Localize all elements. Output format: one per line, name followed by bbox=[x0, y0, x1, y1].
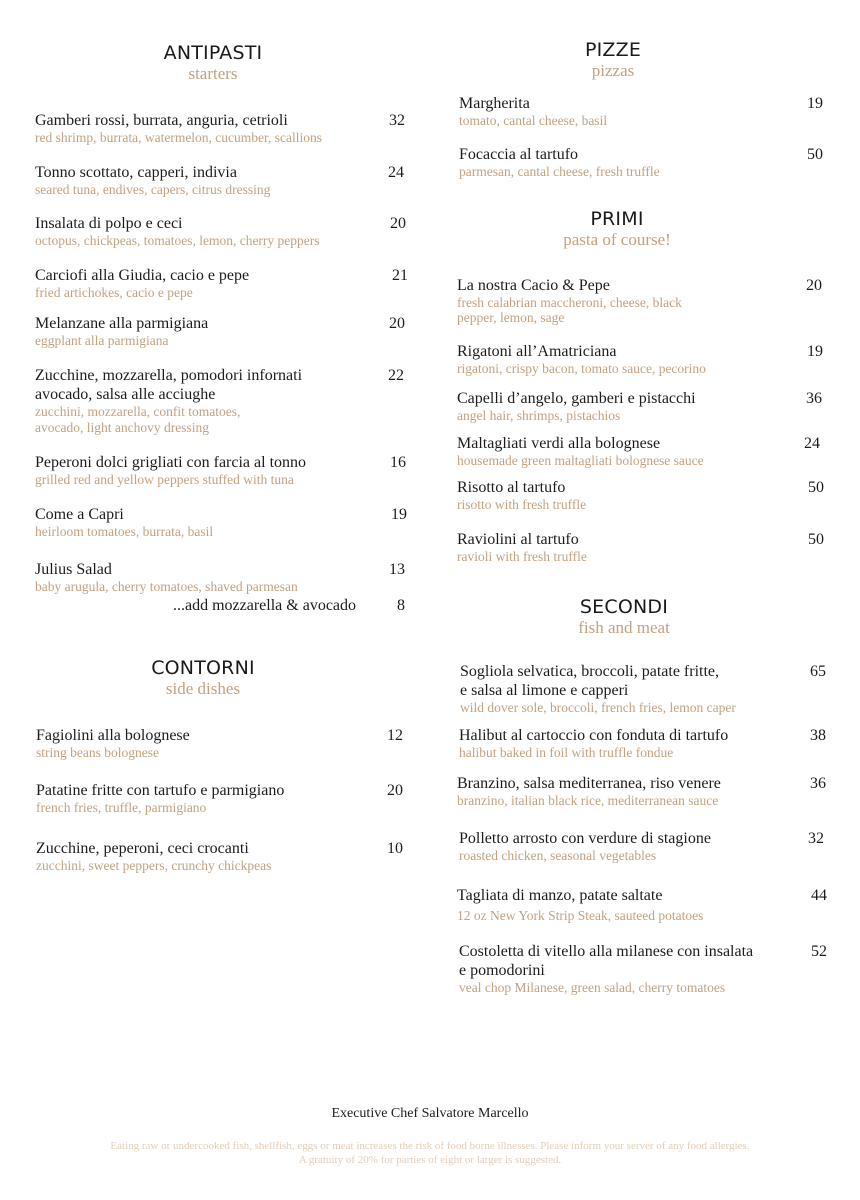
primi-header bbox=[517, 209, 717, 249]
primi-item-raviolini bbox=[457, 530, 587, 565]
item-desc: housemade green maltagliati bolognese sauce bbox=[457, 453, 704, 468]
secondi-item-sogliola bbox=[460, 662, 736, 716]
antipasti-item-peperoni bbox=[35, 453, 306, 488]
item-desc: rigatoni, crispy bacon, tomato sauce, pecorino bbox=[457, 361, 706, 376]
item-name: Carciofi alla Giudia, cacio e pepe bbox=[35, 267, 250, 284]
item-desc: zucchini, mozzarella, confit tomatoes, bbox=[35, 404, 241, 419]
item-desc: angel hair, shrimps, pistachios bbox=[457, 408, 621, 423]
item-name: Halibut al cartoccio con fonduta di tartufo bbox=[459, 727, 729, 744]
item-desc: risotto with fresh truffle bbox=[457, 497, 587, 512]
contorni-item-fagiolini bbox=[36, 726, 190, 761]
secondi-item-branzino bbox=[457, 774, 721, 809]
item-price: 44 bbox=[811, 887, 827, 904]
item-price: 52 bbox=[811, 943, 827, 960]
secondi-item-tagliata bbox=[457, 886, 703, 924]
secondi-title: SECONDI bbox=[579, 596, 669, 618]
item-name: Melanzane alla parmigiana bbox=[35, 315, 209, 332]
primi-item-cacio-pepe bbox=[457, 276, 682, 325]
item-name: Costoletta di vitello alla milanese con insalata bbox=[459, 943, 754, 960]
item-price: 32 bbox=[389, 112, 405, 129]
item-name: Julius Salad bbox=[35, 561, 112, 578]
item-price: 22 bbox=[388, 367, 404, 384]
antipasti-subtitle: starters bbox=[188, 64, 238, 83]
item-name: Margherita bbox=[459, 95, 530, 112]
item-price: 20 bbox=[389, 315, 405, 332]
item-price: 65 bbox=[810, 663, 826, 680]
item-price: 12 bbox=[387, 727, 403, 744]
item-name: La nostra Cacio & Pepe bbox=[457, 277, 610, 294]
item-desc: parmesan, cantal cheese, fresh truffle bbox=[459, 164, 660, 179]
secondi-item-polletto bbox=[459, 829, 711, 864]
antipasti-item-capri bbox=[35, 505, 213, 540]
secondi-item-costoletta bbox=[459, 942, 753, 996]
item-name-line2: e pomodorini bbox=[459, 962, 545, 979]
item-price: 36 bbox=[810, 775, 826, 792]
item-desc: heirloom tomatoes, burrata, basil bbox=[35, 524, 214, 539]
item-price: 24 bbox=[804, 435, 820, 452]
secondi-subtitle: fish and meat bbox=[578, 618, 670, 637]
primi-item-maltagliati bbox=[457, 434, 704, 469]
item-price: 20 bbox=[387, 782, 403, 799]
item-name: Focaccia al tartufo bbox=[459, 146, 579, 163]
item-name: Zucchine, peperoni, ceci crocanti bbox=[36, 840, 249, 857]
primi-title: PRIMI bbox=[590, 208, 644, 230]
addon-label: ...add mozzarella & avocado bbox=[173, 597, 357, 614]
item-desc: branzino, italian black rice, mediterranean sauce bbox=[457, 793, 719, 808]
item-name: Fagiolini alla bolognese bbox=[36, 727, 190, 744]
item-desc: ravioli with fresh truffle bbox=[457, 549, 587, 564]
item-price: 16 bbox=[390, 454, 406, 471]
item-price: 50 bbox=[807, 146, 823, 163]
item-name: Tonno scottato, capperi, indivia bbox=[35, 164, 237, 181]
antipasti-item-tonno bbox=[35, 163, 270, 198]
item-desc: wild dover sole, broccoli, french fries, lemon caper bbox=[460, 700, 736, 715]
item-desc-line2: pepper, lemon, sage bbox=[457, 310, 565, 325]
pizze-item-margherita bbox=[459, 94, 607, 129]
disclaimer-note bbox=[40, 1139, 820, 1167]
item-name: Peperoni dolci grigliati con farcia al tonno bbox=[35, 454, 307, 471]
item-desc: grilled red and yellow peppers stuffed with tuna bbox=[35, 472, 294, 487]
item-desc-line2: avocado, light anchovy dressing bbox=[35, 420, 209, 435]
contorni-item-patatine bbox=[36, 781, 284, 816]
item-name: Rigatoni all’Amatriciana bbox=[457, 343, 617, 360]
primi-item-capelli bbox=[457, 389, 696, 424]
secondi-header bbox=[524, 597, 724, 637]
item-desc: 12 oz New York Strip Steak, sauteed potatoes bbox=[457, 908, 704, 923]
antipasti-title: ANTIPASTI bbox=[163, 42, 263, 64]
item-desc: seared tuna, endives, capers, citrus dressing bbox=[35, 182, 271, 197]
item-price: 36 bbox=[806, 390, 822, 407]
gratuity-notice: A gratuity of 20% for parties of eight or larger is suggested. bbox=[298, 1154, 562, 1166]
antipasti-item-melanzane bbox=[35, 314, 208, 349]
antipasti-item-gamberi bbox=[35, 111, 322, 146]
item-name: Branzino, salsa mediterranea, riso venere bbox=[457, 775, 721, 792]
antipasti-item-zucchine bbox=[35, 366, 302, 436]
item-desc: zucchini, sweet peppers, crunchy chickpeas bbox=[36, 858, 272, 873]
pizze-title: PIZZE bbox=[584, 39, 642, 61]
primi-item-rigatoni bbox=[457, 342, 706, 377]
item-price: 10 bbox=[387, 840, 403, 857]
item-price: 32 bbox=[808, 830, 824, 847]
antipasti-item-carciofi bbox=[35, 266, 249, 301]
item-desc: fried artichokes, cacio e pepe bbox=[35, 285, 193, 300]
item-name-line2: e salsa al limone e capperi bbox=[460, 682, 629, 699]
item-price: 13 bbox=[389, 561, 405, 578]
contorni-item-zucchine bbox=[36, 839, 271, 874]
item-name: Zucchine, mozzarella, pomodori infornati bbox=[35, 367, 303, 384]
item-price: 50 bbox=[808, 479, 824, 496]
item-desc: tomato, cantal cheese, basil bbox=[459, 113, 608, 128]
primi-item-risotto bbox=[457, 478, 586, 513]
item-price: 24 bbox=[388, 164, 404, 181]
item-desc: baby arugula, cherry tomatoes, shaved parmesan bbox=[35, 579, 298, 594]
item-name-line2: avocado, salsa alle acciughe bbox=[35, 386, 216, 403]
item-name: Tagliata di manzo, patate saltate bbox=[457, 887, 663, 904]
item-name: Maltagliati verdi alla bolognese bbox=[457, 435, 661, 452]
item-name: Insalata di polpo e ceci bbox=[35, 215, 183, 232]
item-desc: french fries, truffle, parmigiano bbox=[36, 800, 207, 815]
item-name: Gamberi rossi, burrata, anguria, cetrioli bbox=[35, 112, 288, 129]
item-price: 20 bbox=[806, 277, 822, 294]
item-name: Sogliola selvatica, broccoli, patate fritte, bbox=[460, 663, 720, 680]
item-name: Capelli d’angelo, gamberi e pistacchi bbox=[457, 390, 696, 407]
item-desc: eggplant alla parmigiana bbox=[35, 333, 169, 348]
item-price: 19 bbox=[807, 343, 823, 360]
item-price: 50 bbox=[808, 531, 824, 548]
pizze-subtitle: pizzas bbox=[591, 61, 635, 80]
addon-price: 8 bbox=[397, 597, 405, 614]
item-price: 19 bbox=[391, 506, 407, 523]
allergy-notice: Eating raw or undercooked fish, shellfish, eggs or meat increases the risk of food borne illnesses. Please inform your server of any food allergies. bbox=[110, 1140, 750, 1152]
secondi-item-halibut bbox=[459, 726, 728, 761]
item-name: Come a Capri bbox=[35, 506, 124, 523]
antipasti-item-julius bbox=[35, 560, 298, 595]
item-desc: roasted chicken, seasonal vegetables bbox=[459, 848, 657, 863]
item-desc: string beans bolognese bbox=[36, 745, 159, 760]
item-price: 21 bbox=[392, 267, 408, 284]
item-name: Polletto arrosto con verdure di stagione bbox=[459, 830, 711, 847]
antipasti-header bbox=[113, 43, 313, 83]
item-desc: fresh calabrian maccheroni, cheese, black bbox=[457, 295, 682, 310]
contorni-title: CONTORNI bbox=[151, 657, 255, 679]
item-price: 38 bbox=[810, 727, 826, 744]
contorni-header bbox=[103, 658, 303, 698]
item-name: Patatine fritte con tartufo e parmigiano bbox=[36, 782, 285, 799]
item-desc: halibut baked in foil with truffle fondue bbox=[459, 745, 674, 760]
item-desc: octopus, chickpeas, tomatoes, lemon, cherry peppers bbox=[35, 233, 320, 248]
item-desc: veal chop Milanese, green salad, cherry tomatoes bbox=[459, 980, 726, 995]
item-name: Risotto al tartufo bbox=[457, 479, 566, 496]
item-price: 20 bbox=[390, 215, 406, 232]
pizze-header bbox=[513, 40, 713, 80]
item-name: Raviolini al tartufo bbox=[457, 531, 579, 548]
antipasti-item-polpo bbox=[35, 214, 320, 249]
pizze-item-focaccia bbox=[459, 145, 660, 180]
executive-chef-credit: Executive Chef Salvatore Marcello bbox=[331, 1106, 529, 1121]
primi-subtitle: pasta of course! bbox=[563, 230, 671, 249]
contorni-subtitle: side dishes bbox=[165, 679, 241, 698]
item-desc: red shrimp, burrata, watermelon, cucumber, scallions bbox=[35, 130, 322, 145]
item-price: 19 bbox=[807, 95, 823, 112]
